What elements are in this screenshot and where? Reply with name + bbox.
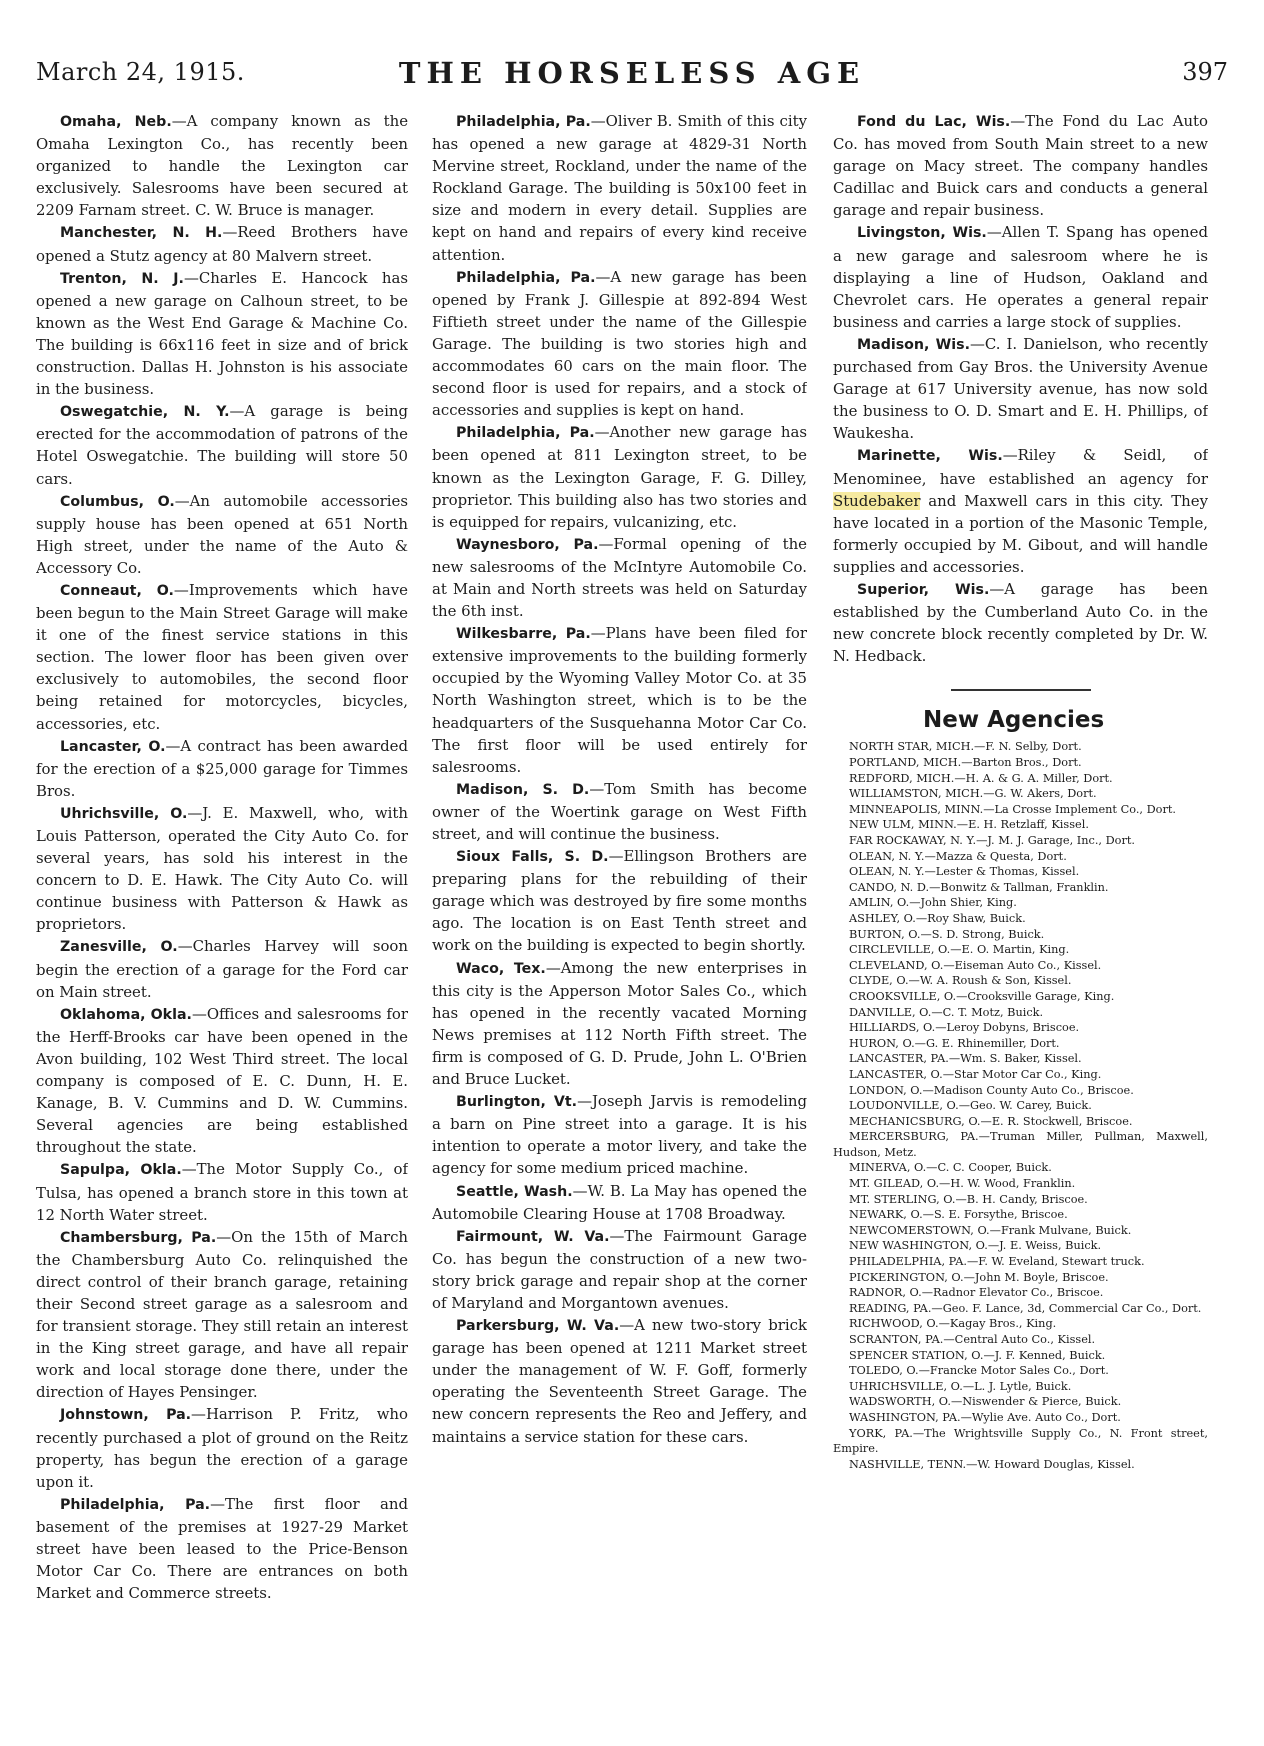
agency-entry: MT. GILEAD, O.—H. W. Wood, Franklin.: [849, 1177, 1076, 1191]
news-item-place: Philadelphia, Pa.: [456, 114, 591, 130]
news-item-place: Oklahoma, Okla.: [60, 1006, 192, 1023]
agency-entry: MT. STERLING, O.—B. H. Candy, Briscoe.: [849, 1192, 1088, 1206]
news-item-text: —Charles Harvey will soon begin the erection of a garage for the Ford car on Main street.: [36, 937, 408, 1001]
agency-entry: CANDO, N. D.—Bonwitz & Tallman, Franklin.: [849, 880, 1109, 894]
agency-entry: NEWARK, O.—S. E. Forsythe, Briscoe.: [849, 1208, 1068, 1222]
news-item-place: Philadelphia, Pa.: [60, 1496, 211, 1513]
news-item: [833, 578, 1208, 667]
news-item-place: Columbus, O.: [60, 493, 175, 510]
agency-entry: CROOKSVILLE, O.—Crooksville Garage, King.: [849, 989, 1115, 1003]
news-item: [36, 1493, 408, 1604]
agency-entry: CLYDE, O.—W. A. Roush & Son, Kissel.: [849, 974, 1072, 988]
agency-entry: LANCASTER, PA.—Wm. S. Baker, Kissel.: [849, 1052, 1082, 1066]
agency-entry: WASHINGTON, PA.—Wylie Ave. Auto Co., Dort.: [849, 1410, 1121, 1424]
page-header: [36, 48, 1228, 98]
news-item-place: Conneaut, O.: [60, 582, 174, 599]
news-item-place: Sapulpa, Okla.: [60, 1162, 182, 1179]
news-item: [36, 735, 408, 802]
news-column-1: [36, 110, 408, 1740]
news-column-2: [432, 110, 807, 1740]
news-item-place: Uhrichsville, O.: [60, 805, 188, 822]
news-item: [432, 1180, 807, 1225]
news-item-place: Waco, Tex.: [456, 960, 546, 977]
agency-entry: MECHANICSBURG, O.—E. R. Stockwell, Briscoe.: [849, 1114, 1133, 1128]
page-number: 397: [1182, 58, 1228, 86]
news-item-text: and Maxwell cars in this city. They have located in a portion of the Masonic Temple, formerly occupied by M. Gibout, and will handle supplies and accessories.: [833, 491, 1208, 576]
agency-entry: UHRICHSVILLE, O.—L. J. Lytle, Buick.: [849, 1379, 1072, 1393]
agency-entry: DANVILLE, O.—C. T. Motz, Buick.: [849, 1005, 1044, 1019]
news-item-text: —The first floor and basement of the premises at 1927-29 Market street have been leased to the Price-Benson Motor Car Co. There are entrances on both Market and Commerce streets.: [36, 1494, 408, 1603]
news-item: [432, 778, 807, 845]
news-item-place: Livingston, Wis.: [857, 225, 987, 242]
agency-entry: WILLIAMSTON, MICH.—G. W. Akers, Dort.: [849, 787, 1097, 801]
agency-entry: OLEAN, N. Y.—Mazza & Questa, Dort.: [849, 849, 1067, 863]
news-item-text: —A new two-story brick garage has been opened at 1211 Market street under the management of W. F. Goff, formerly operating the Seventeenth Street Garage. The new concern represents the Reo and Jeffery, and maintains a service station for these cars.: [432, 1316, 807, 1446]
agency-entry: OLEAN, N. Y.—Lester & Thomas, Kissel.: [849, 865, 1080, 879]
agency-entry: MERCERSBURG, PA.—Truman Miller, Pullman, Maxwell, Hudson, Metz.: [833, 1130, 1208, 1159]
news-item-place: Lancaster, O.: [60, 738, 166, 755]
news-item: [833, 444, 1208, 578]
agency-entry: AMLIN, O.—John Shier, King.: [849, 896, 1017, 910]
news-item-text: —An automobile accessories supply house has been opened at 651 North High street, under the name of the Auto & Accessory Co.: [36, 491, 408, 577]
agency-entry: RICHWOOD, O.—Kagay Bros., King.: [849, 1317, 1057, 1331]
agency-entry: CLEVELAND, O.—Eiseman Auto Co., Kissel.: [849, 958, 1102, 972]
news-item-text: —Allen T. Spang has opened a new garage and salesroom where he is displaying a line of Hudson, Oakland and Chevrolet cars. He operates a general repair business and carries a large stock of supplies.: [833, 223, 1208, 331]
agency-entry: TOLEDO, O.—Francke Motor Sales Co., Dort.: [849, 1364, 1109, 1378]
agency-entry: NORTH STAR, MICH.—F. N. Selby, Dort.: [849, 740, 1082, 754]
news-item-place: Fond du Lac, Wis.: [857, 114, 1011, 130]
news-item: [36, 1158, 408, 1225]
section-divider: [951, 689, 1091, 691]
news-item-text: —Riley & Seidl, of Menominee, have established an agency for: [833, 446, 1208, 488]
news-item-text: —The Motor Supply Co., of Tulsa, has opened a branch store in this town at 12 North Water street.: [36, 1160, 408, 1224]
agency-entry: NEW WASHINGTON, O.—J. E. Weiss, Buick.: [849, 1239, 1102, 1253]
news-item-text: —Ellingson Brothers are preparing plans for the rebuilding of their garage which was destroyed by fire some months ago. The location is on East Tenth street and work on the building is expected to begin shortly.: [432, 847, 807, 955]
news-item: [36, 267, 408, 401]
news-item-place: Omaha, Neb.: [60, 114, 172, 130]
news-item-place: Philadelphia, Pa.: [456, 269, 596, 286]
news-item-text: —A contract has been awarded for the erection of a $25,000 garage for Timmes Bros.: [36, 736, 408, 800]
news-item-place: Fairmount, W. Va.: [456, 1228, 610, 1245]
agency-entry: REDFORD, MICH.—H. A. & G. A. Miller, Dort.: [849, 771, 1113, 785]
agency-entry: MINNEAPOLIS, MINN.—La Crosse Implement Co., Dort.: [849, 802, 1176, 816]
news-item: [833, 333, 1208, 444]
news-item-text: —Formal opening of the new salesrooms of the McIntyre Automobile Co. at Main and North streets was held on Saturday the 6th inst.: [432, 534, 807, 621]
news-item-place: Seattle, Wash.: [456, 1183, 573, 1200]
news-item: [36, 221, 408, 266]
news-item-place: Parkersburg, W. Va.: [456, 1318, 620, 1335]
news-item-text: —Oliver B. Smith of this city has opened a new garage at 4829-31 North Mervine street, Rockland, under the name of the Rockland Garage. The building is 50x100 feet in size and modern in every detail. Supplies are kept on hand and repairs of every kind receive attention.: [432, 112, 807, 264]
agency-entry: PICKERINGTON, O.—John M. Boyle, Briscoe.: [849, 1270, 1109, 1284]
news-item-place: Superior, Wis.: [857, 581, 990, 598]
agency-entry: NASHVILLE, TENN.—W. Howard Douglas, Kissel.: [849, 1457, 1135, 1471]
news-item: [36, 579, 408, 735]
news-column-3-items: [833, 110, 1208, 667]
agency-entry: WADSWORTH, O.—Niswender & Pierce, Buick.: [849, 1395, 1122, 1409]
agency-entry: ASHLEY, O.—Roy Shaw, Buick.: [849, 911, 1026, 925]
publication-title: THE HORSELESS AGE: [398, 56, 866, 90]
agency-entry: SCRANTON, PA.—Central Auto Co., Kissel.: [849, 1333, 1096, 1346]
news-item-text: —J. E. Maxwell, who, with Louis Patterson, operated the City Auto Co. for several years, has sold his interest in the concern to D. E. Hawk. The City Auto Co. will continue business with Patterson & Hawk as proprietors.: [36, 803, 408, 934]
news-item-text: —Joseph Jarvis is remodeling a barn on Pine street into a garage. It is his intention to operate a motor livery, and take the agency for some medium priced machine.: [432, 1092, 807, 1178]
news-item: [36, 935, 408, 1002]
news-item-place: Wilkesbarre, Pa.: [456, 626, 591, 643]
news-item: [36, 1226, 408, 1404]
new-agencies-list: [833, 739, 1208, 1472]
news-item: [432, 421, 807, 532]
news-item-place: Manchester, N. H.: [60, 225, 223, 242]
news-item: [432, 533, 807, 622]
news-item: [36, 802, 408, 936]
agency-entry: PORTLAND, MICH.—Barton Bros., Dort.: [849, 756, 1082, 770]
news-item-place: Zanesville, O.: [60, 939, 178, 956]
news-item-place: Burlington, Vt.: [456, 1094, 578, 1111]
news-item-place: Sioux Falls, S. D.: [456, 849, 609, 866]
agency-entry: READING, PA.—Geo. F. Lance, 3d, Commercial Car Co., Dort.: [849, 1301, 1202, 1315]
agency-entry: BURTON, O.—S. D. Strong, Buick.: [849, 927, 1045, 941]
agency-entry: RADNOR, O.—Radnor Elevator Co., Briscoe.: [849, 1286, 1104, 1300]
news-item-text: —Harrison P. Fritz, who recently purchased a plot of ground on the Reitz property, has begun the erection of a garage upon it.: [36, 1405, 408, 1491]
news-item-text: —A garage has been established by the Cumberland Auto Co. in the new concrete block recently completed by Dr. W. N. Hedback.: [833, 579, 1208, 666]
news-item: [432, 1225, 807, 1314]
news-item: [36, 400, 408, 489]
news-item-place: Oswegatchie, N. Y.: [60, 404, 230, 421]
issue-date: March 24, 1915.: [36, 58, 245, 86]
news-item-text: —Improvements which have been begun to the Main Street Garage will make it one of the finest service stations in this section. The lower floor has been given over exclusively to automobiles, the second floor being retained for motorcycles, bicycles, accessories, etc.: [36, 580, 408, 733]
news-item: [432, 1314, 807, 1448]
news-item-place: Trenton, N. J.: [60, 270, 184, 287]
news-item-place: Chambersburg, Pa.: [60, 1229, 217, 1246]
agency-entry: HILLIARDS, O.—Leroy Dobyns, Briscoe.: [849, 1021, 1080, 1035]
highlighted-word: Studebaker: [833, 491, 921, 510]
news-item: [432, 622, 807, 778]
news-item-text: —Another new garage has been opened at 811 Lexington street, to be known as the Lexington Garage, F. G. Dilley, proprietor. This building also has two stories and is equipped for repairs, vulcanizing, etc.: [432, 423, 807, 531]
news-item-text: —A new garage has been opened by Frank J. Gillespie at 892-894 West Fiftieth street under the name of the Gillespie Garage. The building is two stories high and accommodates 60 cars on the main floor. The second floor is used for repairs, and a stock of accessories and supplies is kept on hand.: [432, 267, 807, 420]
news-item-text: —Plans have been filed for extensive improvements to the building formerly occupied by the Wyoming Valley Motor Co. at 35 North Washington street, which is to be the headquarters of the Susquehanna Motor Car Co. The first floor will be used entirely for salesrooms.: [432, 624, 807, 776]
news-item: [36, 490, 408, 579]
news-item-place: Marinette, Wis.: [857, 448, 1003, 465]
news-item: [36, 1003, 408, 1159]
news-item: [432, 845, 807, 956]
news-item-place: Madison, S. D.: [456, 781, 590, 798]
news-item-text: —The Fairmount Garage Co. has begun the construction of a new two-story brick garage and repair shop at the corner of Maryland and Morgantown avenues.: [432, 1226, 807, 1312]
agency-entry: PHILADELPHIA, PA.—F. W. Eveland, Stewart truck.: [849, 1255, 1145, 1269]
agency-entry: LONDON, O.—Madison County Auto Co., Briscoe.: [849, 1083, 1134, 1097]
news-item-place: Philadelphia, Pa.: [456, 425, 595, 442]
agency-entry: MINERVA, O.—C. C. Cooper, Buick.: [849, 1161, 1052, 1175]
agency-entry: LANCASTER, O.—Star Motor Car Co., King.: [849, 1067, 1102, 1081]
news-item-text: —Reed Brothers have opened a Stutz agency at 80 Malvern street.: [36, 223, 408, 265]
news-item: [833, 221, 1208, 332]
agency-entry: FAR ROCKAWAY, N. Y.—J. M. J. Garage, Inc., Dort.: [849, 834, 1136, 847]
agency-entry: NEWCOMERSTOWN, O.—Frank Mulvane, Buick.: [849, 1223, 1132, 1237]
news-item: [432, 110, 807, 266]
agency-entry: SPENCER STATION, O.—J. F. Kenned, Buick.: [849, 1348, 1106, 1362]
news-item-text: —C. I. Danielson, who recently purchased from Gay Bros. the University Avenue Garage at 617 University avenue, has now sold the business to O. D. Smart and E. H. Phillips, of Waukesha.: [833, 334, 1208, 443]
news-item-text: —A company known as the Omaha Lexington Co., has recently been organized to handle the Lexington car exclusively. Salesrooms have been secured at 2209 Farnam street. C. W. Bruce is manager.: [36, 112, 408, 220]
news-item: [36, 1403, 408, 1492]
news-item-text: —W. B. La May has opened the Automobile Clearing House at 1708 Broadway.: [432, 1181, 807, 1223]
news-item-text: —Charles E. Hancock has opened a new garage on Calhoun street, to be known as the West End Garage & Machine Co. The building is 66x116 feet in size and of brick construction. Dallas H. Johnston is his associate in the business.: [36, 268, 408, 399]
news-item-text: —Offices and salesrooms for the Herff-Brooks car have been opened in the Avon building, 102 West Third street. The local company is composed of E. C. Dunn, H. E. Kanage, B. V. Cummins and D. W. Cummins. Several agencies are being established throughout the state.: [36, 1004, 408, 1157]
news-item: [432, 266, 807, 422]
news-item-text: —On the 15th of March the Chambersburg Auto Co. relinquished the direct control of their branch garage, retaining their Second street garage as a salesroom and for transient storage. They still retain an interest in the King street garage, and have all repair work and local storage done there, under the direction of Hayes Pensinger.: [36, 1227, 408, 1402]
news-item-text: —Among the new enterprises in this city is the Apperson Motor Sales Co., which has opened in the recently vacated Morning News premises at 112 North Fifth street. The firm is composed of G. D. Prude, John L. O'Brien and Bruce Lucket.: [432, 958, 807, 1089]
news-item-place: Waynesboro, Pa.: [456, 536, 599, 553]
news-item-place: Madison, Wis.: [857, 336, 970, 353]
news-column-3: [833, 110, 1208, 1740]
news-item-place: Johnstown, Pa.: [60, 1407, 192, 1424]
news-item: [432, 1090, 807, 1179]
agency-entry: HURON, O.—G. E. Rhinemiller, Dort.: [849, 1036, 1060, 1050]
news-item: [833, 110, 1208, 221]
news-item: [432, 957, 807, 1091]
agency-entry: NEW ULM, MINN.—E. H. Retzlaff, Kissel.: [849, 818, 1089, 832]
new-agencies-heading: New Agencies: [923, 707, 1105, 734]
agency-entry: YORK, PA.—The Wrightsville Supply Co., N. Front street, Empire.: [833, 1426, 1208, 1456]
news-item-text: —Tom Smith has become owner of the Woertink garage on West Fifth street, and will continue the business.: [432, 779, 807, 843]
news-item: [36, 110, 408, 221]
agency-entry: LOUDONVILLE, O.—Geo. W. Carey, Buick.: [849, 1099, 1092, 1113]
news-item-text: —A garage is being erected for the accommodation of patrons of the Hotel Oswegatchie. The building will store 50 cars.: [36, 402, 408, 488]
agency-entry: CIRCLEVILLE, O.—E. O. Martin, King.: [849, 943, 1070, 957]
news-item-text: —The Fond du Lac Auto Co. has moved from South Main street to a new garage on Macy street. The company handles Cadillac and Buick cars and conducts a general garage and repair business.: [833, 112, 1208, 220]
